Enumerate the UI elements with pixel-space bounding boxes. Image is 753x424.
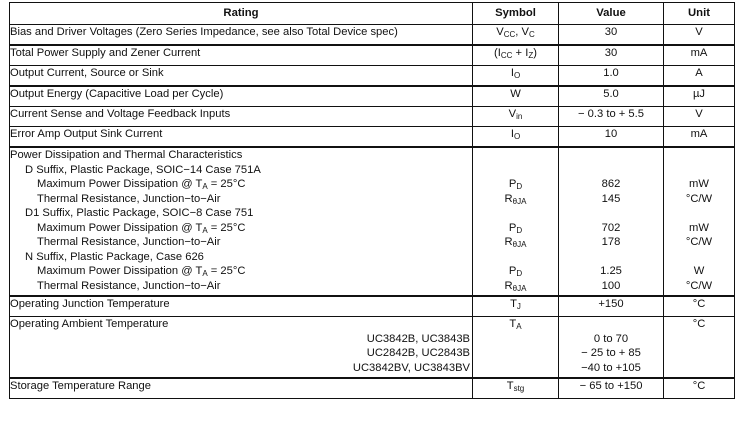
rth-value: 100: [601, 279, 621, 292]
rth-symbol: [473, 192, 558, 207]
pd-label: [10, 264, 472, 279]
symbol-text: V: [521, 26, 529, 38]
package-name: D1 Suffix, Plastic Package, SOIC−8 Case 751: [25, 207, 254, 219]
symbol-text: ): [533, 47, 537, 59]
pd-label-subscript: A: [202, 182, 208, 191]
pd-symbol: [473, 264, 558, 279]
symbol-text: R: [504, 279, 513, 292]
value-cell: [559, 147, 664, 296]
pd-label: [10, 221, 472, 236]
value-cell: 10: [559, 127, 664, 148]
symbol-text: T: [510, 298, 517, 310]
rating-cell: [10, 317, 473, 379]
table-row-error-amp: [10, 127, 735, 148]
value-cell: [559, 317, 664, 379]
value-cell: − 65 to +150: [559, 378, 664, 399]
unit-cell: µJ: [664, 86, 735, 107]
rth-symbol: [473, 279, 558, 294]
rth-unit: °C/W: [685, 279, 713, 292]
rth-value: 178: [601, 236, 621, 248]
symbol-cell: W: [473, 86, 559, 107]
symbol-cell: [473, 45, 559, 66]
value-cell: 30: [559, 45, 664, 66]
table-row-ambient-temperature: [10, 317, 735, 379]
symbol-subscript: CC: [500, 51, 513, 60]
symbol-cell: [473, 317, 559, 379]
symbol-cell: [473, 378, 559, 399]
value-cell: 1.0: [559, 66, 664, 87]
symbol-cell: [473, 127, 559, 148]
pd-label-text: Maximum Power Dissipation @ T: [37, 221, 203, 234]
header-row: [10, 3, 735, 25]
maximum-ratings-table: [9, 2, 735, 399]
header-value: Value: [559, 3, 664, 25]
pd-symbol: [473, 177, 558, 192]
unit-cell: mA: [664, 127, 735, 148]
table-row-current-sense: [10, 107, 735, 127]
symbol-text: P: [508, 265, 517, 277]
table-row-output-current: [10, 66, 735, 87]
symbol-subscript: O: [513, 132, 521, 141]
table-row-output-energy: [10, 86, 735, 107]
rating-title: Operating Ambient Temperature: [10, 318, 169, 330]
rating-cell: Error Amp Output Sink Current: [10, 127, 473, 148]
package-name: D Suffix, Plastic Package, SOIC−14 Case 751A: [25, 163, 261, 176]
rating-cell: Current Sense and Voltage Feedback Inputs: [10, 107, 473, 127]
symbol-text: R: [504, 236, 513, 248]
rating-cell: Output Energy (Capacitive Load per Cycle): [10, 86, 473, 107]
unit-cell: °C: [664, 296, 735, 317]
device-parts: UC3842BV, UC3843BV: [352, 361, 470, 374]
symbol-separator: ,: [515, 26, 522, 38]
unit-cell: [664, 147, 735, 296]
pd-value: 862: [601, 178, 621, 190]
symbol-text: I: [510, 67, 514, 79]
pd-label-end: = 25°C: [207, 178, 246, 190]
unit-cell: °C: [664, 317, 735, 379]
device-parts: UC2842B, UC2843B: [366, 347, 470, 359]
symbol-subscript: θJA: [512, 240, 527, 249]
symbol-text: P: [508, 221, 517, 234]
value-cell: − 0.3 to + 5.5: [559, 107, 664, 127]
pd-unit: W: [693, 265, 705, 277]
symbol-subscript: O: [513, 71, 521, 80]
package-name: N Suffix, Plastic Package, Case 626: [25, 250, 204, 263]
symbol-text: V: [508, 108, 517, 120]
unit-cell: °C: [664, 378, 735, 399]
header-rating: Rating: [10, 3, 473, 25]
header-symbol: Symbol: [473, 3, 559, 25]
table-row-power-dissipation: [10, 147, 735, 296]
symbol-subscript: D: [516, 269, 523, 278]
unit-cell: A: [664, 66, 735, 87]
pd-symbol: [473, 221, 558, 236]
rth-unit: °C/W: [685, 236, 713, 248]
symbol-subscript: D: [516, 225, 523, 235]
pd-label-subscript: A: [202, 269, 208, 278]
pd-unit: mW: [689, 221, 709, 234]
range-value: 0 to 70: [593, 332, 629, 345]
symbol-text: I: [510, 128, 514, 140]
pd-value: 702: [601, 221, 621, 234]
table-row-storage-temperature: [10, 378, 735, 399]
pd-unit: mW: [689, 178, 709, 190]
unit-cell: V: [664, 107, 735, 127]
rth-unit: °C/W: [685, 192, 713, 205]
pd-label-end: = 25°C: [207, 265, 246, 277]
symbol-cell: [473, 66, 559, 87]
symbol-cell: [473, 296, 559, 317]
pd-label: [10, 177, 472, 192]
rating-cell: Operating Junction Temperature: [10, 296, 473, 317]
rth-label: Thermal Resistance, Junction−to−Air: [37, 279, 221, 292]
rating-cell: [10, 147, 473, 296]
symbol-text: T: [509, 318, 517, 330]
range-value: − 25 to + 85: [581, 347, 641, 359]
range-value: −40 to +105: [581, 361, 641, 374]
symbol-subscript: A: [516, 322, 522, 331]
symbol-subscript: θJA: [512, 283, 527, 293]
symbol-text: (I: [494, 47, 501, 59]
pd-value: 1.25: [600, 265, 622, 277]
symbol-subscript: stg: [513, 384, 525, 393]
rating-cell: Output Current, Source or Sink: [10, 66, 473, 87]
device-parts: UC3842B, UC3843B: [366, 332, 470, 345]
rth-symbol: [473, 235, 558, 250]
table-row-total-power-supply: [10, 45, 735, 66]
rth-label: Thermal Resistance, Junction−to−Air: [37, 236, 221, 248]
symbol-cell: [473, 25, 559, 46]
symbol-text: R: [504, 192, 513, 205]
rth-label: Thermal Resistance, Junction−to−Air: [37, 192, 221, 205]
value-cell: +150: [559, 296, 664, 317]
symbol-cell: [473, 147, 559, 296]
value-cell: 5.0: [559, 86, 664, 107]
table-row-junction-temperature: [10, 296, 735, 317]
symbol-cell: [473, 107, 559, 127]
symbol-subscript: D: [516, 182, 523, 191]
symbol-subscript: Z: [528, 51, 534, 60]
pd-label-end: = 25°C: [207, 221, 246, 234]
symbol-subscript: C: [528, 30, 535, 39]
rth-value: 145: [601, 192, 621, 205]
symbol-text: T: [506, 380, 514, 392]
symbol-subscript: J: [516, 302, 521, 311]
rating-cell: Total Power Supply and Zener Current: [10, 45, 473, 66]
symbol-text: + I: [512, 47, 529, 59]
header-unit: Unit: [664, 3, 735, 25]
rating-cell: Storage Temperature Range: [10, 378, 473, 399]
symbol-subscript: θJA: [512, 196, 527, 206]
unit-cell: mA: [664, 45, 735, 66]
pd-label-text: Maximum Power Dissipation @ T: [37, 265, 203, 277]
pd-label-text: Maximum Power Dissipation @ T: [37, 178, 203, 190]
pd-label-subscript: A: [202, 225, 208, 235]
value-cell: 30: [559, 25, 664, 46]
section-title: Power Dissipation and Thermal Characteristics: [10, 149, 243, 161]
symbol-subscript: in: [516, 112, 523, 121]
unit-cell: V: [664, 25, 735, 46]
symbol-subscript: CC: [503, 30, 516, 39]
rating-cell: Bias and Driver Voltages (Zero Series Impedance, see also Total Device spec): [10, 25, 473, 46]
symbol-text: V: [496, 26, 504, 38]
table-row-bias-voltages: [10, 25, 735, 46]
symbol-text: P: [508, 178, 517, 190]
